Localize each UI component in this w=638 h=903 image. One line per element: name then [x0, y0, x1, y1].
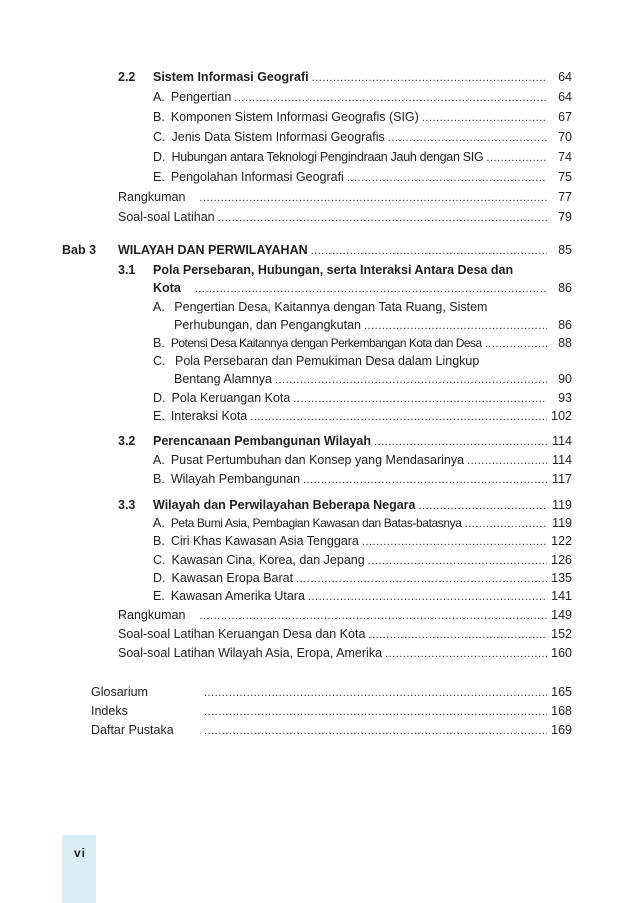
section-title: Wilayah dan Perwilayahan Beberapa Negara	[153, 498, 416, 512]
toc-entry-3-1[interactable]	[153, 279, 572, 297]
toc-entry[interactable]	[174, 370, 572, 388]
toc-entry[interactable]	[153, 168, 572, 186]
toc-entry[interactable]	[153, 88, 572, 106]
page-number: 117	[552, 472, 572, 486]
item-title: Kawasan Cina, Korea, dan Jepang	[171, 553, 365, 567]
page-number: 149	[551, 608, 572, 622]
item-title: Ciri Khas Kawasan Asia Tenggara	[170, 534, 359, 548]
item-title-line1: Pola Persebaran dan Pemukiman Desa dalam Lingkup	[174, 354, 480, 368]
dot-leader	[250, 408, 547, 426]
dot-leader	[467, 452, 547, 470]
item-letter: D.	[153, 150, 166, 164]
page-number: 93	[558, 391, 572, 405]
page-number: 126	[551, 553, 572, 567]
dot-leader	[486, 149, 547, 167]
toc-entry-2-2[interactable]	[118, 68, 572, 86]
page-number: 165	[551, 685, 572, 699]
section-title-line1: Pola Persebaran, Hubungan, serta Interaksi Antara Desa dan	[153, 263, 514, 277]
dot-leader	[364, 317, 547, 335]
dot-leader	[204, 722, 547, 740]
dot-leader	[368, 552, 547, 570]
page-number: 67	[558, 110, 572, 124]
toc-entry[interactable]	[153, 551, 572, 569]
toc-entry-3-1-a-line1[interactable]	[153, 298, 487, 316]
item-letter: E.	[153, 589, 165, 603]
item-title: Komponen Sistem Informasi Geografis (SIG)	[170, 110, 419, 124]
page-number: 135	[551, 571, 572, 585]
toc-entry[interactable]	[153, 108, 572, 126]
dot-leader	[347, 169, 547, 187]
item-title: Soal-soal Latihan	[118, 210, 215, 224]
item-title: Jenis Data Sistem Informasi Geografis	[171, 130, 385, 144]
item-letter: B.	[153, 336, 165, 350]
dot-leader	[303, 471, 547, 489]
item-letter: A.	[153, 90, 165, 104]
section-title-line2: Kota	[153, 281, 181, 295]
page-number: 168	[551, 704, 572, 718]
toc-entry-daftar-pustaka[interactable]	[91, 721, 572, 739]
page-number: 77	[558, 190, 572, 204]
toc-entry[interactable]	[153, 470, 572, 488]
dot-leader	[385, 645, 547, 663]
toc-entry-bab-3[interactable]	[62, 241, 572, 259]
section-title: Perencanaan Pembangunan Wilayah	[153, 434, 372, 448]
item-title: Kawasan Amerika Utara	[170, 589, 305, 603]
toc-entry[interactable]	[153, 334, 572, 352]
dot-leader	[368, 626, 547, 644]
item-letter: C.	[153, 553, 166, 567]
item-title: Rangkuman	[118, 190, 186, 204]
page-number: 114	[552, 434, 572, 448]
item-letter: D.	[153, 391, 166, 405]
dot-leader	[296, 570, 547, 588]
toc-entry-glosarium[interactable]	[91, 683, 572, 701]
page-number: 90	[558, 372, 572, 386]
dot-leader	[218, 209, 547, 227]
page-number: 64	[558, 70, 572, 84]
dot-leader	[308, 588, 547, 606]
toc-entry[interactable]	[153, 451, 572, 469]
item-title: Peta Bumi Asia, Pembagian Kawasan dan Batas-batasnya	[170, 516, 462, 530]
item-letter: A.	[153, 300, 165, 314]
dot-leader	[275, 371, 547, 389]
dot-leader	[374, 433, 547, 451]
item-title: Potensi Desa Kaitannya dengan Perkembangan Kota dan Desa	[170, 336, 482, 350]
item-title: Wilayah Pembangunan	[170, 472, 301, 486]
item-title-line2: Perhubungan, dan Pengangkutan	[174, 318, 361, 332]
page-number: 79	[558, 210, 572, 224]
toc-entry-soal-latihan-wilayah[interactable]	[118, 644, 572, 662]
page-number: 141	[551, 589, 572, 603]
toc-entry-3-1-c-line1[interactable]	[153, 352, 479, 370]
toc-entry[interactable]	[153, 389, 572, 407]
item-title: Interaksi Kota	[170, 409, 248, 423]
dot-leader	[485, 335, 547, 353]
item-title: Rangkuman	[118, 608, 186, 622]
toc-entry-soal-latihan[interactable]	[118, 208, 572, 226]
toc-entry-soal-latihan-desa-kota[interactable]	[118, 625, 572, 643]
item-letter: E.	[153, 409, 165, 423]
item-title: Pusat Pertumbuhan dan Konsep yang Mendasarinya	[170, 453, 465, 467]
section-number: 3.2	[118, 434, 136, 448]
toc-entry[interactable]	[174, 316, 572, 334]
item-letter: A.	[153, 516, 165, 530]
page-number: 102	[551, 409, 572, 423]
item-title: Glosarium	[91, 685, 148, 699]
dot-leader	[388, 129, 547, 147]
chapter-title: WILAYAH DAN PERWILAYAHAN	[118, 243, 308, 257]
dot-leader	[204, 684, 547, 702]
dot-leader	[465, 515, 547, 533]
dot-leader	[199, 189, 547, 207]
page-number: 122	[551, 534, 572, 548]
dot-leader	[311, 242, 547, 260]
item-letter: C.	[153, 130, 166, 144]
dot-leader	[195, 280, 547, 298]
page-number: 85	[558, 243, 572, 257]
page-number: 88	[558, 336, 572, 350]
dot-leader	[312, 69, 547, 87]
item-title: Pengertian	[170, 90, 232, 104]
item-title: Soal-soal Latihan Keruangan Desa dan Kota	[118, 627, 366, 641]
page-number: 114	[552, 453, 572, 467]
page-number: 152	[551, 627, 572, 641]
page-number: 75	[558, 170, 572, 184]
toc-entry[interactable]	[153, 407, 572, 425]
page-number: 64	[558, 90, 572, 104]
item-title-line1: Pengertian Desa, Kaitannya dengan Tata Ruang, Sistem	[174, 300, 488, 314]
toc-entry-indeks[interactable]	[91, 702, 572, 720]
section-number: 3.1	[118, 263, 136, 277]
dot-leader	[362, 533, 547, 551]
item-letter: A.	[153, 453, 165, 467]
item-title: Pengolahan Informasi Geografi	[170, 170, 344, 184]
item-title: Daftar Pustaka	[91, 723, 174, 737]
page-number: 119	[552, 516, 572, 530]
item-title-line2: Bentang Alamnya	[174, 372, 272, 386]
page-number: 160	[551, 646, 572, 660]
item-letter: C.	[153, 354, 166, 368]
toc-entry-3-1-title[interactable]	[118, 261, 513, 279]
page-number: 86	[558, 318, 572, 332]
item-title: Indeks	[91, 704, 128, 718]
section-title: Sistem Informasi Geografi	[153, 70, 309, 84]
item-letter: B.	[153, 472, 165, 486]
toc-entry[interactable]	[153, 128, 572, 146]
dot-leader	[234, 89, 547, 107]
page-number: 169	[551, 723, 572, 737]
dot-leader	[204, 703, 547, 721]
chapter-label: Bab 3	[62, 243, 97, 257]
item-letter: B.	[153, 534, 165, 548]
toc-entry-3-2[interactable]	[118, 432, 572, 450]
page-number-label: vi	[74, 846, 87, 860]
page-number-tab	[62, 835, 96, 903]
toc-entry[interactable]	[153, 148, 572, 166]
item-letter: B.	[153, 110, 165, 124]
dot-leader	[199, 607, 547, 625]
toc-entry-rangkuman[interactable]	[118, 606, 572, 624]
page-number: 86	[558, 281, 572, 295]
toc-entry[interactable]	[153, 569, 572, 587]
page-number: 70	[558, 130, 572, 144]
page-number: 119	[552, 498, 572, 512]
item-title: Soal-soal Latihan Wilayah Asia, Eropa, Amerika	[118, 646, 383, 660]
item-letter: D.	[153, 571, 166, 585]
dot-leader	[422, 109, 547, 127]
toc-entry[interactable]	[153, 587, 572, 605]
dot-leader	[293, 390, 547, 408]
toc-entry[interactable]	[153, 532, 572, 550]
item-title: Kawasan Eropa Barat	[171, 571, 294, 585]
section-number: 3.3	[118, 498, 136, 512]
item-letter: E.	[153, 170, 165, 184]
toc-entry[interactable]	[153, 514, 572, 532]
item-title: Pola Keruangan Kota	[171, 391, 291, 405]
section-number: 2.2	[118, 70, 136, 84]
toc-entry-rangkuman[interactable]	[118, 188, 572, 206]
dot-leader	[419, 497, 548, 515]
item-title: Hubungan antara Teknologi Pengindraan Jauh dengan SIG	[171, 150, 484, 164]
toc-entry-3-3[interactable]	[118, 496, 572, 514]
page-number: 74	[558, 150, 572, 164]
